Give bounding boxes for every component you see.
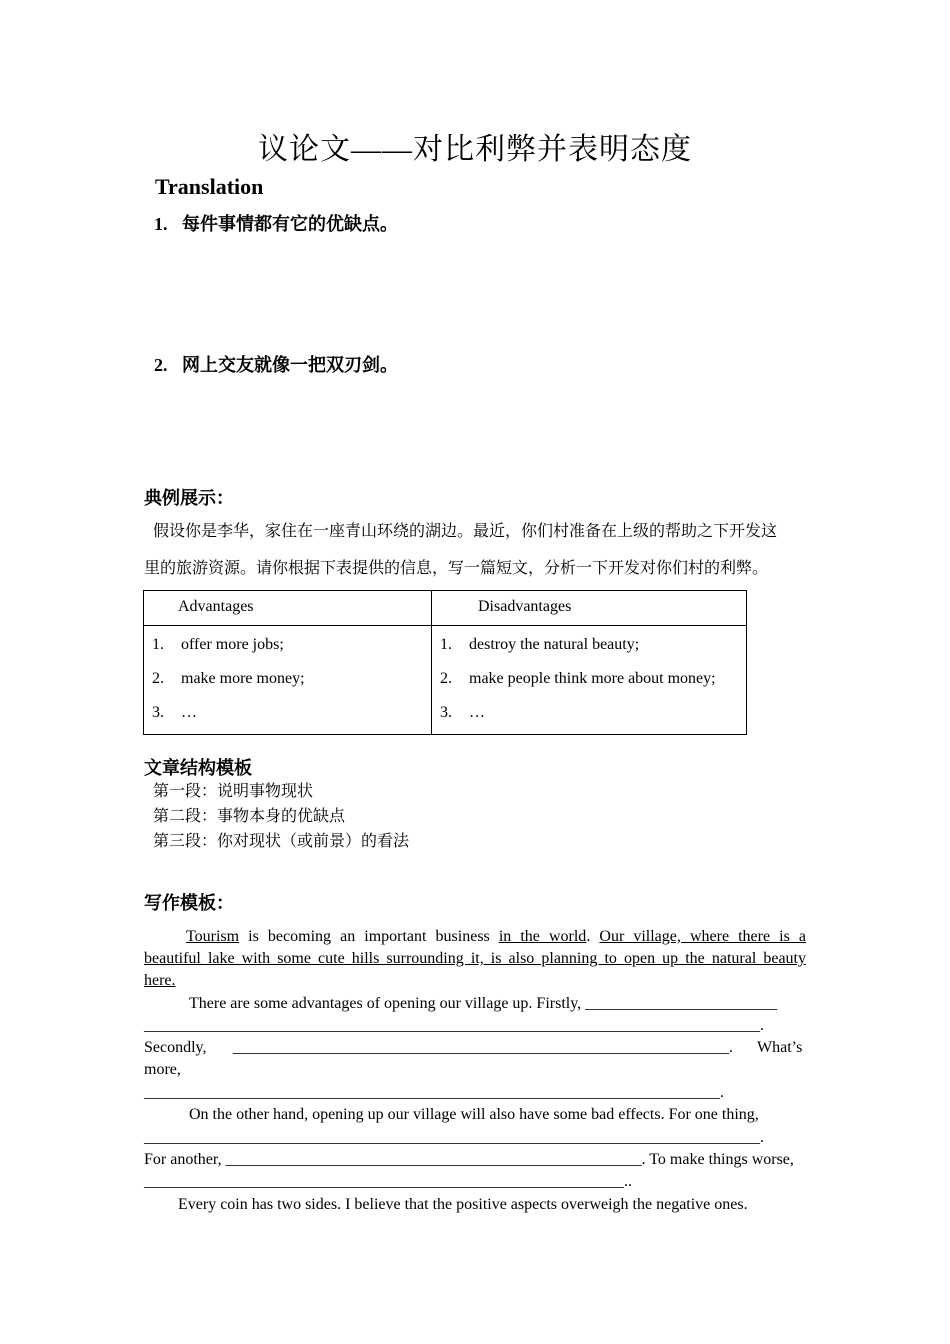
structure-item-2: 第二段：事物本身的优缺点	[153, 808, 346, 825]
template-p3-line-1: On the other hand, opening up our village will also have some bad effects. For one thing,	[189, 1106, 759, 1123]
template-p2-more: more,	[144, 1061, 181, 1078]
structure-item-3: 第三段：你对现状（或前景）的看法	[153, 833, 410, 850]
advantages-cell	[144, 626, 432, 735]
example-prompt-line-2: 里的旅游资源。请你根据下表提供的信息，写一篇短文，分析一下开发对你们村的利弊。	[144, 560, 769, 577]
template-p1-line-3: here.	[144, 972, 176, 989]
item-number: 2.	[154, 355, 168, 375]
list-item: 2. make people think more about money;	[440, 670, 716, 687]
pros-cons-table	[143, 590, 747, 735]
template-p2-line-2: _____________________________________________________________________________.	[144, 1017, 764, 1034]
structure-heading: 文章结构模板	[144, 758, 252, 778]
list-item: 2. make more money;	[152, 670, 305, 687]
template-heading: 写作模板：	[144, 893, 234, 913]
item-text: 每件事情都有它的优缺点。	[182, 214, 398, 234]
translation-item-1	[154, 211, 398, 237]
template-p3-line-2: _____________________________________________________________________________.	[144, 1129, 764, 1146]
disadvantages-cell	[432, 626, 747, 735]
template-p2-secondly: Secondly,	[144, 1039, 207, 1056]
template-p2-blank: ______________________________________________________________.	[233, 1039, 733, 1056]
list-item: 1. offer more jobs;	[152, 636, 284, 653]
template-p4: Every coin has two sides. I believe that the positive aspects overweigh the negative ones.	[178, 1196, 748, 1213]
table-header-disadvantages: Disadvantages	[432, 591, 747, 626]
template-p2-whats: What’s	[757, 1039, 803, 1056]
template-p2-line-1: There are some advantages of opening our village up. Firstly, ________________________	[189, 995, 778, 1012]
translation-item-2	[154, 352, 398, 378]
example-heading: 典例展示：	[144, 488, 234, 508]
template-p1-line-2: beautiful lake with some cute hills surrounding it, is also planning to open up the natural beauty	[144, 950, 806, 967]
template-p1-line-1: Tourism is becoming an important business in the world. Our village, where there is a	[186, 928, 806, 945]
table-header-advantages: Advantages	[144, 591, 432, 626]
item-text: 网上交友就像一把双刃剑。	[182, 355, 398, 375]
list-item: 3. …	[152, 704, 197, 721]
template-p3-line-3: For another, ____________________________________________________. To make things worse,	[144, 1151, 794, 1168]
page-title: 议论文——对比利弊并表明态度	[258, 133, 692, 166]
item-number: 1.	[154, 214, 168, 234]
template-p3-line-4: ____________________________________________________________..	[144, 1173, 632, 1190]
template-p2-line-4: ________________________________________________________________________.	[144, 1084, 724, 1101]
structure-item-1: 第一段：说明事物现状	[153, 783, 314, 800]
list-item: 3. …	[440, 704, 485, 721]
translation-heading: Translation	[155, 174, 264, 199]
list-item: 1. destroy the natural beauty;	[440, 636, 640, 653]
example-prompt-line-1: 假设你是李华，家住在一座青山环绕的湖边。最近，你们村准备在上级的帮助之下开发这	[153, 523, 778, 540]
